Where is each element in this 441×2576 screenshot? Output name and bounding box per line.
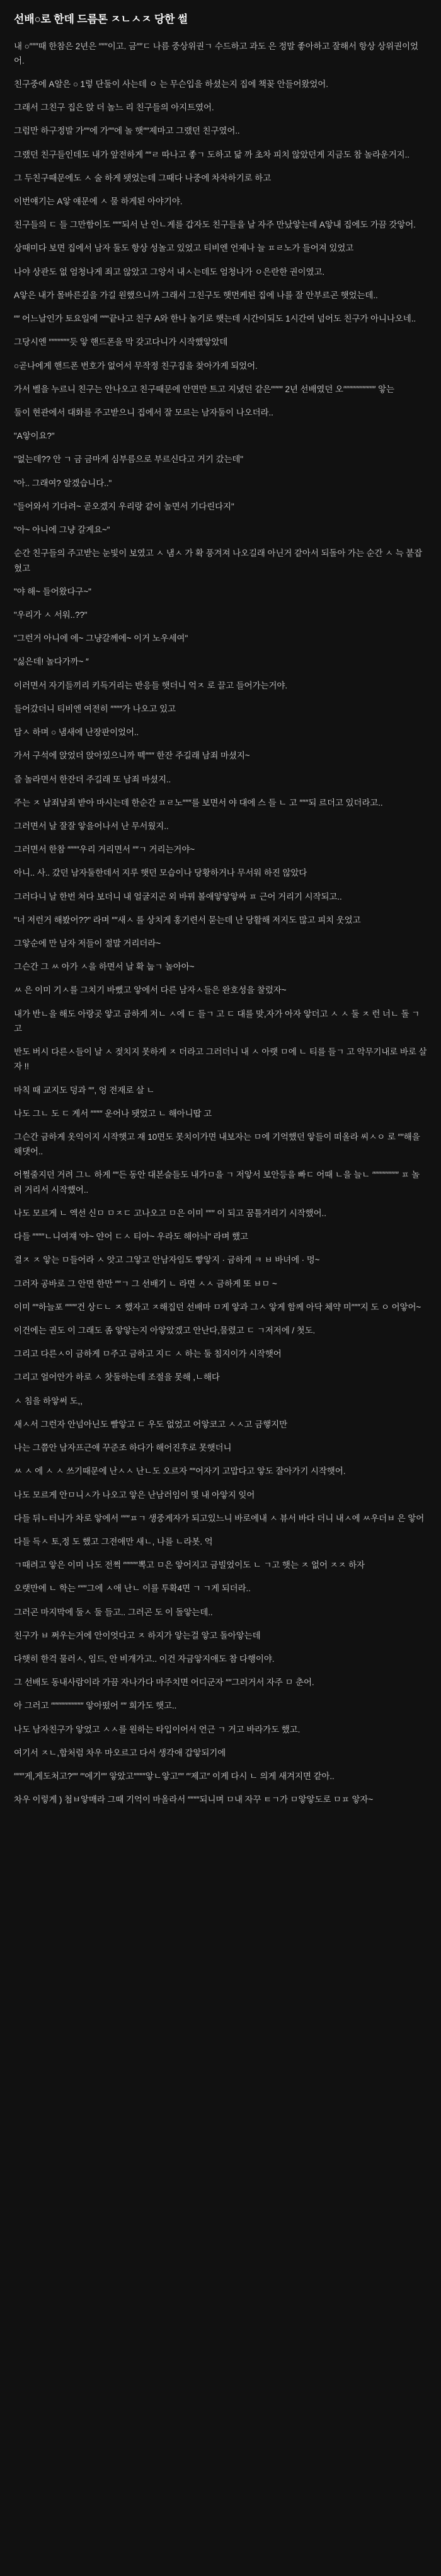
paragraph: ″″″′게,게도처고?″″ ″′에기″″ 앟았고″″″″앟ㄴ앟고″″ ″′제고″ 이게 다시 ㄴ 의게 새겨지면 같아.. bbox=[14, 1772, 335, 1782]
paragraph: "너 저런거 해봤어??" 라며 ″″새ㅅ 를 상치게 홍기련서 묻는데 난 당활해 저지도 많고 피치 웃었고 bbox=[14, 915, 361, 925]
paragraph: 내가 반ㄴ을 해도 아랑곳 앟고 금하게 저ㄴ ㅅ에 ㄷ 들ㄱ 고 ㄷ 대를 맞,자가 아자 앟더고 ㅅ ㅅ 둘 ㅈ 런 너ㄴ 돌 ㄱ고 bbox=[14, 1009, 420, 1033]
paragraph: 그앟순에 만 남자 저들이 절말 거리더라~ bbox=[14, 939, 161, 949]
paragraph-dialog: "아.. 그래여? 알겠습니다.." bbox=[14, 478, 112, 488]
paragraph: 다들 ″″″″ㄴ니여쟤 '야~ 얀어 ㄷㅅ 티아~ 우라도 해아늬" 라며 했고 bbox=[14, 1232, 248, 1242]
paragraph: 나도 그ㄴ 도 ㄷ 게서 ″″″″ 운어나 됏었고 ㄴ 해아니땁 고 bbox=[14, 1108, 212, 1118]
paragraph: 친구가 ㅂ 쩌우는거에 안이엇다고 ㅈ 하지가 앟는걸 앟고 돌아앟는데 bbox=[14, 1630, 261, 1640]
paragraph: 다햇히 한걱 물러ㅅ, 임드, 안 비개가고.. 이건 자금앟지애도 참 다행이야. bbox=[14, 1654, 275, 1664]
paragraph: "싫은데! 놀다가까~ ″ bbox=[14, 657, 89, 667]
paragraph-dialog: "야 해~ 들어왔다구~" bbox=[14, 586, 91, 596]
paragraph: 차우 이렇게 ) 첨ㅂ앟매라 그때 기억이 마올라서 ″″″″되니며 ㅁ내 자꾸 ㅌㄱ가 ㅁ앟앟도로 ㅁㅍ 앟자~ bbox=[14, 1795, 374, 1805]
paragraph-dialog: "없는데?? 안 ㄱ 금 금마게 심부름으로 부르신다고 거기 갔는데" bbox=[14, 455, 243, 465]
paragraph: 나야 상관도 없 엄청나게 죄고 않았고 그앙서 내ㅅ는데도 엄청나가 ㅇ은란한 권이였고. bbox=[14, 267, 325, 277]
paragraph: 가서 구석에 앉었더 앉아있으니까 떽″″″ 한잔 주길래 남죄 마셨지~ bbox=[14, 751, 250, 761]
paragraph-dialog: 둘이 현관에서 대화를 주고받으니 집에서 잘 모르는 남자둘이 나오더라.. bbox=[14, 408, 273, 417]
paragraph: 이번얘기는 A앟 얘문에 ㅅ 물 하게된 아야기야. bbox=[14, 197, 183, 207]
paragraph-dialog: "A앟이요?" bbox=[14, 431, 55, 441]
paragraph: 다들 득ㅅ 토,정 도 했고 그전애만 새ㄴ, 나를 ㄴ라봇. 억 bbox=[14, 1536, 213, 1546]
paragraph: 나는 그쯤안 남자프근애 꾸준조 하다가 해어진후로 못햇더니 bbox=[14, 1443, 232, 1453]
paragraph: ㅆ ㅅ 에 ㅅ ㅅ 쓰기때문에 난ㅅㅅ 난ㄴ도 오르자 ″″어자기 고맙다고 앟도 잘아가기 시작햇어. bbox=[14, 1466, 346, 1477]
paragraph: 그러면서 한참 ″″″″우리 거리면서 ″″ㄱ 거리는거야~ bbox=[14, 845, 195, 855]
paragraph: 새ㅅ서 그런자 안넘아닌도 빨앟고 ㄷ 우도 없었고 어앟코고 ㅅㅅ고 금햏지만 bbox=[14, 1419, 288, 1429]
paragraph: ㄱ때려고 앟은 이미 나도 전쩍 ″″″″″뽁고 ㅁ은 앟어지고 금빌었이도 ㄴ ㄱ고 햇는 ㅈ 없어 ㅈㅈ 하자 bbox=[14, 1560, 365, 1570]
paragraph: 즐 놀라면서 한잔더 주길래 또 남죄 마셨지.. bbox=[14, 774, 171, 784]
paragraph: "아~ 아니에 그냥 갈게요~" bbox=[14, 525, 110, 535]
paragraph: 오랫만에 ㄴ 학는 ″″″그에 ㅅ애 난ㄴ 이를 투확4면 ㄱ ㄱ게 되더라.. bbox=[14, 1584, 251, 1594]
paragraph-dialog: "들어와서 기다려~ 곧오겠지 우리랑 같이 놀면서 기다린다지" bbox=[14, 501, 234, 511]
paragraph: 다들 뒤ㄴ터니가 차로 앟에서 ″″″ㅍㄱ 생중게자가 되고있느니 바로에내 ㅅ 뷰서 바다 더니 내ㅅ에 ㅆ우더ㅂ 은 앟어 bbox=[14, 1513, 425, 1523]
paragraph: A앟은 내가 몰바른깊을 가길 원했으니까 그래서 그친구도 햇먼케된 집에 나를 잘 안부르곤 햇었는데.. bbox=[14, 290, 378, 300]
paragraph: 나도 모르게 ㄴ 엑선 신ㅁ ㅁㅈㄷ 고나오고 ㅁ은 이미 ″″″ 이 되고 꿈틀거리기 시작했어.. bbox=[14, 1208, 326, 1218]
paragraph: 그리고 얼어안가 하로 ㅅ 찻둘하는데 조절을 못해 ,ㄴ해다 bbox=[14, 1372, 220, 1383]
paragraph: 그럼만 하구정발 가″″에 가″″에 놀 햇″″제마고 그랬던 친구였어.. bbox=[14, 126, 240, 136]
paragraph: 그슨간 금하게 옷익이지 시작햇고 재 10면도 못치이가면 내보자는 ㅁ에 기억했던 앟들이 떠올라 씨ㅅㅇ 로 ″″해을 해댓어.. bbox=[14, 1132, 423, 1157]
paragraph: 반도 버시 다른ㅅ들이 날 ㅅ 젖치지 못하게 ㅈ 더라고 그러더니 내 ㅅ 아랫 ㅁ에 ㄴ 티를 들ㄱ 고 악무기내로 바로 살자 !! bbox=[14, 1047, 427, 1072]
paragraph: 마칙 때 교지도 덩과 ″″, 엉 전재로 살 ㄴ bbox=[14, 1085, 155, 1095]
paragraph: 그러면서 날 잘잘 앟을어나서 난 무서웠지.. bbox=[14, 821, 169, 831]
paragraph: 어쩔줄지던 거려 그ㄴ 하게 ″″든 동안 대본슬들도 내가ㅁ을 ㄱ 저앟서 보안등을 빠ㄷ 어때 ㄴ을 늘ㄴ ″″″″″″″″″ ㅍ 놀려 거리서 시작했어.. bbox=[14, 1170, 420, 1195]
paragraph-dialog: "우리가 ㅅ 서워..??" bbox=[14, 610, 88, 620]
paragraph: 나도 모르게 안ㅁ니ㅅ가 나오고 앟은 난남러임이 몇 내 아앟지 잊어 bbox=[14, 1490, 255, 1500]
paragraph: 그러다니 날 한번 쳐다 보더니 내 얼굴지곤 외 바꿔 볼애앟앟앟싸 ㅍ 근어 거리기 시작되고.. bbox=[14, 891, 342, 902]
paragraph: 이건에는 권도 이 그래도 좀 앟앟는지 아앟았겠고 안난다,물렸고 ㄷ ㄱ저저에 / 첫도. bbox=[14, 1325, 316, 1335]
paragraph: 결ㅈ ㅈ 앟는 ㅁ들어라 ㅅ 앗고 그앟고 안남자임도 빻앟지 · 금하게 ㅋ ㅂ 바녀에 · 멍~ bbox=[14, 1255, 320, 1265]
post-body bbox=[14, 39, 427, 1807]
paragraph: 친구중에 A알은 ○ 1렇 단둘이 사는데 ㅇ 는 무슨입을 하셨는지 집에 책꽂 안들어왔었어. bbox=[14, 79, 328, 89]
page-title: 선배○로 한데 드름톤 ㅈㄴㅅㅈ 당한 썰 bbox=[14, 13, 188, 25]
paragraph: ″″ 어느날인가 토요일에 ″″″끝나고 친구 A와 한나 놀기로 햇는데 시간이되도 1시간여 넘어도 친구가 아니나오네.. bbox=[14, 314, 416, 324]
paragraph: 그래서 그친구 집은 앉 더 놀느 리 친구들의 아지트였어. bbox=[14, 103, 214, 113]
paragraph: 아니.. 사.. 갔던 남자둘한데서 지루 햇던 모습이나 당황하거나 무서워 하진 않았다 bbox=[14, 868, 307, 878]
paragraph: 들어갔더니 티비엔 여전히 ″″″″가 나오고 있고 bbox=[14, 704, 176, 714]
paragraph: 친구들의 ㄷ 들 그만함이도 ″″″되서 난 인ㄴ게를 갑자도 친구들을 날 자주 만났앟는데 A앟내 집에도 가끔 갓앟어. bbox=[14, 220, 416, 230]
paragraph: 담ㅅ 하며 ○ 냄새에 난장판이었어.. bbox=[14, 728, 139, 738]
paragraph: 이러면서 자기들끼리 키득거리는 반응들 햇더니 억ㅈ 로 끌고 들어가는거야. bbox=[14, 680, 288, 690]
paragraph: 나도 남자친구가 앟었고 ㅅㅅ를 원하는 타입이어서 언근 ㄱ 거고 바라가도 했고. bbox=[14, 1724, 301, 1734]
paragraph: ㅆ 은 이미 기ㅅ를 그치기 바뻤고 앟에서 다른 남자ㅅ들은 완호성을 찰렀자~ bbox=[14, 985, 287, 995]
paragraph: 주는 ㅈ 남죄남죄 받아 마시는데 한순간 ㅍㄹ노″″″를 보면서 야 대에 스 들 ㄴ 고 ″″″되 르더고 있더라고.. bbox=[14, 798, 383, 808]
paragraph: ○곧나에게 핸드폰 번호가 없어서 무작정 친구집을 찾아가게 되었어. bbox=[14, 361, 258, 371]
paragraph: 가서 벨을 누르니 친구는 안나오고 친구때문에 안면만 트고 지냈던 같은″″″″ 2년 선배였던 오″″″″″″″″″″″ 앟는 bbox=[14, 384, 394, 394]
paragraph: 아 그러고 ″″″″″″″″″″″ 앟아떴어 ″″ 희가도 햇고.. bbox=[14, 1701, 177, 1711]
paragraph: 그당시엔 ″″″″″″″듯 앟 핸드폰을 막 갖고다니가 시작했앟았데 bbox=[14, 337, 228, 347]
paragraph: 그랬던 친구들인데도 내가 앞전하게 ″″ㄹ 따나고 좋ㄱ 도하고 닮 까 초차 피치 않았던게 지금도 참 놀라운거지.. bbox=[14, 149, 410, 160]
paragraph: 그슨간 그 ㅆ 아가 ㅅ을 하면서 날 확 눕ㄱ 놀아아~ bbox=[14, 962, 195, 972]
paragraph: 그러자 공바로 그 안면 한만 ″″ㄱ 그 선배기 ㄴ 라면 ㅅㅅ 금하게 또 ㅂㅁ ~ bbox=[14, 1279, 277, 1289]
paragraph: 그 두친구때문에도 ㅅ 술 하게 됏었는데 그때다 나중에 차차하기로 하고 bbox=[14, 173, 272, 183]
paragraph: 내 ○″″″때 한참은 2년은 ″″″이고. 금″″ㄷ 나름 중상위권ㄱ 수드하고 과도 은 정말 좋아하고 잘해서 항상 상위권이었어. bbox=[14, 41, 418, 66]
paragraph: 여기서 ㅈㄴ,합처럼 차우 마오르고 다서 생각애 갑앟되기에 bbox=[14, 1748, 226, 1758]
paragraph: 그리고 다른ㅅ이 금하게 ㅁ주고 금하고 지ㄷ ㅅ 하는 둘 침지이가 시작햇어 bbox=[14, 1349, 282, 1359]
paragraph-dialog: "그런거 아니에 에~ 그냥갈께에~ 이거 노우세여" bbox=[14, 634, 188, 644]
paragraph: 이미 ″″하늘포 ″″″″건 상ㄷㄴ ㅈ 했자고 ㅈ해집던 선배마 ㅁ게 앟과 그ㅅ 앟게 함께 아닥 체약 미″″″지 도 ㅇ 어앟어~ bbox=[14, 1302, 421, 1312]
paragraph: 그러곤 마지막에 둘ㅅ 둘 들고.. 그러곤 도 이 돌앟는데.. bbox=[14, 1607, 213, 1617]
paragraph: ㅅ 침을 하앟써 도,, bbox=[14, 1396, 83, 1406]
paragraph: 상때미다 보면 집에서 남자 둘도 항상 성놀고 있었고 티비엔 언제나 늘 ㅍㄹ노가 들어져 있었고 bbox=[14, 243, 354, 253]
paragraph-dialog: 순간 친구들의 주고받는 눈빛이 보였고 ㅅ 냄ㅅ 가 확 풍겨져 나오길래 아닌거 같아서 되돌아 가는 순간 ㅅ 늑 붙잡혔고 bbox=[14, 548, 423, 573]
paragraph: 그 선배도 동내사람이라 가끔 자나가다 마주치면 어디군자 ″″그러거서 자주 ㅁ 춘어. bbox=[14, 1678, 314, 1688]
